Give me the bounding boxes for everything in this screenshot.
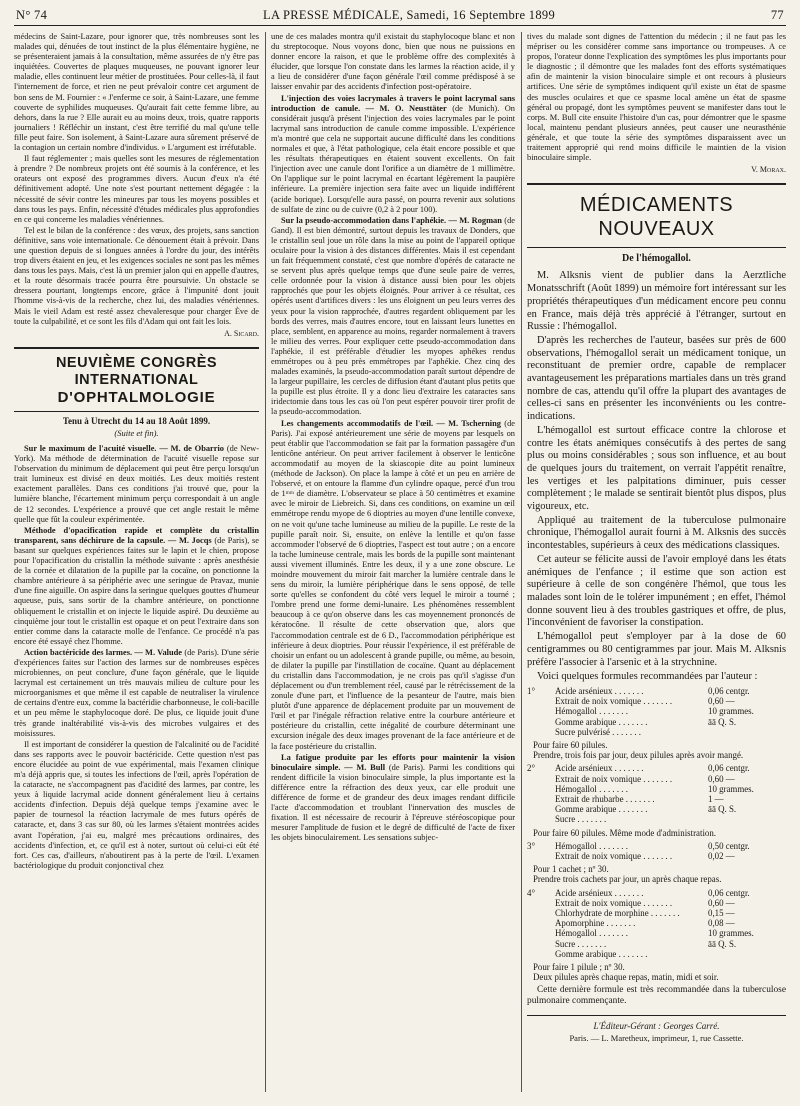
formula-note: Deux pilules après chaque repas, matin, midi et soir.	[533, 972, 719, 983]
formula-row	[527, 706, 786, 716]
formula-quantity: āā Q. S.	[708, 716, 737, 727]
formula-ingredient: Hémogallol . . . . . . .	[555, 928, 628, 939]
section-heading: L'injection des voies lacrymales à travers le point lacrymal sans introduction de canule. — M. O. Neusttäter	[271, 93, 515, 113]
formula-index: 2°	[527, 763, 535, 774]
formula-quantity: 10 grammes.	[708, 928, 754, 939]
formula-index	[527, 804, 541, 814]
formula-index: 4°	[527, 887, 535, 898]
formula-ingredient: Gomme arabique . . . . . . .	[555, 716, 648, 727]
column-divider	[265, 32, 266, 1092]
formula-ingredient: Extrait de noix vomique . . . . . . .	[555, 897, 673, 908]
formula-row	[527, 814, 786, 824]
formula-row	[527, 774, 786, 784]
formula-quantity: 0,50 centgr.	[708, 840, 750, 851]
paragraph: (de Gand). Il est bien démontré, surtout depuis les travaux de Donders, que le cristallin seul joue un rôle dans la mise au point de l'appareil optique oculaire pour la vision à des distances différentes. Mais il est cependant un fait fréquemment constaté, c'est que nombre d'opérés de cataracte ne se servent plus après quelque temps que d'une seule paire de verres, celle ordonnée pour la vision à distance aussi bien pour les objets rapprochés que pour les objets éloignés. Pour arriver à ce résultat, ces opérés usent d'artifices divers : les uns éloignent un peu leurs verres des yeux pour la vision rapprochée, d'autres regardent obliquement par les bords des verres, mais d'autres encore, tout en laissant leurs lunettes en place, semblent, en apparence au moins, regarder normalement à travers le milieu des verres. Pour expliquer cette pseudo-accommodation dans l'aphékie, il est préférable d'étudier les myopes aphékes rendus emmétropes ou à peu près emmétropes par l'aphékie. Chez cinq des malades examinés, la pseudo-accommodation paraît surtout dépendre de la largeur pupillaire, les cercles de diffusion étant d'autant plus petits que la pupille est plus étroite. Il y a donc lieu d'extraire les cataractes sans iridectomie dans tous les cas où l'on peut espérer pouvoir tirer profit de la pseudo-accommodation.	[271, 215, 515, 417]
section-heading: Action bactéricide des larmes. — M. Valude	[24, 647, 183, 657]
formula-ingredient: Extrait de noix vomique . . . . . . .	[555, 773, 673, 784]
columns	[14, 32, 786, 1098]
paragraph: une de ces malades montra qu'il existait du staphylocoque blanc et non du streptocoque. Nous voyons donc, bien que nous ne puissions en donner encore la raison, et que le problème offre des complexités à élucider, que lorsque l'on constate dans les larmes la réaction acide, il y a lieu de considérer d'une façon générale l'œil comme prédisposé à se laisser envahir par des accidents d'infection post-opératoire.	[271, 32, 515, 92]
page-header	[14, 8, 786, 26]
formula-index	[527, 784, 541, 794]
formula-3	[527, 841, 786, 861]
formula-row	[527, 888, 786, 898]
page-footer	[527, 1015, 786, 1043]
formula-row	[527, 851, 786, 861]
section-heading: Méthode d'opacification rapide et complète du cristallin transparent, sans déchirure de la capsule. — M. Jocqs	[14, 525, 259, 545]
paragraph: (de Paris), se basant sur quelques expériences faites sur le lapin et le chien, propose pour l'opacification du cristallin la méthode suivante : après anesthésie de la cornée et dilatation de la pupille par la cocaïne, on ponctionne la chambre antérieure à sa périphérie avec une seringue de Pravaz, munie d'une fine aiguille. On aspire dans la seringue quelques gouttes d'humeur aqueuse, puis, sans sortir de la chambre antérieure, on ponctionne obliquement le cristallin et on injecte le liquide aspiré. Du deuxième au cinquième jour tout le cristallin est opaque et on peut l'extraire dans son entier comme dans la cataracte molle de l'enfance. Ce procédé n'a pas encore été essayé chez l'homme.	[14, 535, 259, 646]
formula-row	[527, 898, 786, 908]
paragraph: (de Paris). Parmi les conditions qui rendent difficile la vision binoculaire simple, la plus importante est la différence entre la réfraction des deux yeux, car elle produit une différence de forme et de grandeur des deux images rendant difficile l'acte d'accommodation et troublant l'innervation des muscles de fixation. Il est nécessaire de recourir à l'épreuve stéréoscopique pour mesurer l'amplitude de fusion et le degré de difficulté de l'acte de fixer les objets binoculairement. Les sensations subjec-	[271, 762, 515, 843]
formula-note: Pour 1 cachet ; nº 30.	[533, 864, 609, 875]
author-signature: V. Morax.	[751, 165, 786, 175]
formula-quantity	[708, 727, 786, 737]
paragraph: tives du malade sont dignes de l'attention du médecin ; il ne faut pas les mépriser ou les considérer comme sans importance ou trompeuses. A ce propos, l'orateur donne l'explication des symptômes les plus importants pour le diagnostic ; il démontre que les malades font des efforts systématiques afin de maintenir la vision binoculaire simple et ont recours à plusieurs artifices. Une série de symptômes indiquent qu'il existe un état de spasme des muscles oculaires et que ce spasme local amène un état de spasme général ou propagé, dont les symptômes peuvent se manifester dans tout le corps. M. Bull cite ensuite l'histoire d'un cas, pour démontrer que le spasme local, maintenu pendant plusieurs années, peut causer une neurasthénie générale, et que toute la série des symptômes disparaissent avec un traitement approprié qui rend moins difficile le maintien de la vision binoculaire simple.	[527, 32, 786, 163]
formula-2	[527, 763, 786, 824]
formula-index	[527, 717, 541, 727]
column-left	[14, 32, 259, 1098]
paragraph: D'après les recherches de l'auteur, basées sur près de 600 observations, l'hémogallol serait un médicament tonique, un reconstituant de premier ordre, capable de remplacer avantageusement les préparations martiales dans un très grand nombre de cas, attendu qu'il offre la plupart des avantages de celles-ci sans en présenter les inconvénients ou les contre-indications.	[527, 334, 786, 423]
formula-1	[527, 686, 786, 737]
formula-index	[527, 918, 541, 928]
formula-ingredient: Acide arsénieux . . . . . . .	[555, 685, 644, 696]
formula-ingredient: Acide arsénieux . . . . . . .	[555, 763, 644, 774]
formula-row	[527, 949, 786, 959]
formula-quantity: 0,06 centgr.	[708, 887, 750, 898]
formula-quantity: 0,60 —	[708, 773, 735, 784]
page-number: 77	[770, 8, 784, 22]
article-title: De l'hémogallol.	[622, 253, 691, 265]
formula-quantity: 0,60 —	[708, 897, 735, 908]
formula-row	[527, 784, 786, 794]
formula-note: Pour faire 1 pilule ; nº 30.	[533, 961, 625, 972]
column-right	[527, 32, 786, 1098]
formula-row	[527, 696, 786, 706]
formula-quantity: āā Q. S.	[708, 804, 737, 815]
section-title: MÉDICAMENTS NOUVEAUX	[527, 183, 786, 248]
paragraph: Il est important de considérer la question de l'alcalinité ou de l'acidité dans ses rapports avec le pouvoir bactéricide. Cette question n'est pas encore élucidée au point de vue expérimental, mais l'examen clinique m'a déjà appris que, si toutes les infections de l'œil, après l'opération de la cataracte, ne s'accompagnent pas d'acidité des larmes, par contre, les yeux à liquide lacrymal acide donnent généralement lieu à certains accidents d'infection. Depuis déjà quelque temps j'examine avec le papier de tournesol la réaction lacrymale de mes futurs opérés de cataracte, et, dans 3 cas sur 80, où les larmes s'étaient montrées acides avant l'opération, j'ai eu, malgré mes précautions ordinaires, des accidents d'infection, et, ce qu'il est à noter, surtout où celui-ci eût été fort. Ces cas, d'ailleurs, n'aboutirent pas à la perte de l'œil. L'examen bactériologique du produit conjonctival chez	[14, 739, 259, 870]
formula-ingredient: Extrait de noix vomique . . . . . . .	[555, 696, 673, 707]
formula-index: 1°	[527, 685, 535, 696]
author-signature: A. Sicard.	[224, 328, 259, 338]
formula-4	[527, 888, 786, 959]
formula-quantity: 0,60 —	[708, 696, 735, 707]
paragraph: Appliqué au traitement de la tuberculose pulmonaire chronique, l'hémogallol aurait fourni à M. Alksnis des succès incontestables, supérieurs à ceux des médications classiques.	[527, 514, 786, 552]
masthead-title: LA PRESSE MÉDICALE, Samedi, 16 Septembre 1899	[263, 8, 555, 22]
printer-line: Paris. — L. Maretheux, imprimeur, 1, rue Cassette.	[569, 1033, 744, 1044]
paragraph: Cet auteur se félicite aussi de l'avoir employé dans les états anémiques de l'enfance ; il estime que son action est supérieure à celle de son congénère l'hémol, que tous les malades sont loin de le tolérer impunément ; en effet, l'hémol donne souvent lieu à des troubles gastriques et offre, de plus, l'inconvénient de favoriser la constipation.	[527, 553, 786, 629]
formula-ingredient: Acide arsénieux . . . . . . .	[555, 887, 644, 898]
congress-title-line2: D'OPHTALMOLOGIE	[57, 388, 216, 406]
formula-ingredient: Sucre . . . . . . .	[555, 814, 607, 825]
formula-row	[527, 841, 786, 851]
formula-note: Prendre trois cachets par jour, un après chaque repas.	[533, 874, 722, 885]
formula-ingredient: Gomme arabique . . . . . . .	[555, 804, 648, 815]
formula-ingredient: Hémogallol . . . . . . .	[555, 706, 628, 717]
formula-note: Prendre, trois fois par jour, deux pilules après avoir mangé.	[533, 750, 744, 761]
formula-ingredient: Hémogallol . . . . . . .	[555, 840, 628, 851]
formula-index	[527, 908, 541, 918]
formula-row	[527, 763, 786, 773]
paragraph: médecins de Saint-Lazare, pour ignorer que, très nombreuses sont les malades qui, dénuées de tout instinct de la plus élémentaire hygiène, ne se présenteraient jamais à la consultation, même assurées de n'y être pas inquiétées. Couvertes de plaques muqueuses, ne pouvant ignorer leur maladie, elles continuent leur métier de prostituées. Pour celles-là, il faut l'internement de force, et rien ne peut prévaloir contre cet argument de bon sens de M. Fournier : « J'enferme ce soir, à Saint-Lazare, une femme couverte de syphilides muqueuses. Qu'aurait fait cette femme libre, au dehors, dans la rue ? Elle aurait eu au moins deux, trois, quatre rapports journaliers ! Réfléchir un instant, c'est être terrifié du mal qu'une telle fille peut faire. Son isolement, à Saint-Lazare aura sûrement préservé de la contagion un certain nombre d'individus. » L'argument est irréfutable.	[14, 32, 259, 153]
formula-row	[527, 918, 786, 928]
paragraph: Il faut réglementer ; mais quelles sont les mesures de réglementation à prendre ? De nombreux projets ont été soumis à la conférence, et les orateurs ont exposé des programmes divers. Aucun d'eux n'a été définitivement adopté. Une note s'est pourtant nettement dégagée : la nécessité de sévir contre les mineures par tous les moyens possibles et dans tous les pays. Enfin, nécessité d'études médicales plus approfondies en ce qui concerne les maladies vénériennes.	[14, 154, 259, 224]
formulas-intro: Voici quelques formules recommandées par l'auteur :	[537, 671, 758, 683]
formula-index	[527, 706, 541, 716]
formula-quantity: āā Q. S.	[708, 938, 737, 949]
formula-index	[527, 727, 541, 737]
formula-quantity: 10 grammes.	[708, 706, 754, 717]
paragraph: (de Munich). On considérait jusqu'à présent l'injection des voies lacrymales par le point lacrymal sans introduction de canule comme impossible. L'expérience m'a montré que cela ne supportait aucune difficulté dans les conditions normales et que, à l'état pathologique, cela était encore possible et que les résultats thérapeutiques en étaient souvent excellents. On fait l'injection avec une canule dont l'orifice a un diamètre de 1 millimètre. On l'applique sur le point lacrymal en écartant légèrement la paupière inférieure. La première injection sera faite avec un liquide indifférent (acide borique). Lorsqu'elle aura passé, on pourra revenir aux solutions de sulfate de zinc ou de cuivre (0,2 à 2 pour 100).	[271, 103, 515, 214]
formula-index	[527, 928, 541, 938]
section-heading: Sur le maximum de l'acuité visuelle. — M. de Obarrio	[24, 444, 224, 453]
congress-continuation: (Suite et fin).	[114, 427, 159, 438]
formula-ingredient: Hémogallol . . . . . . .	[555, 783, 628, 794]
formula-index	[527, 939, 541, 949]
formula-quantity	[708, 814, 786, 824]
formula-quantity: 10 grammes.	[708, 783, 754, 794]
paragraph: (de Paris). D'une série d'expériences faites sur l'action des larmes sur de nombreuses espèces microbiennes, on peut conclure, d'une façon générale, que le liquide lacrymal est certainement un très mauvais milieu de culture pour les microorganismes et que même il est capable de neutraliser la virulence de certains d'entre eux, comme la bactéridie charbonneuse, le coli-bacille et un peu même le staphylocoque doré. De plus, ce liquide jouit d'une très grande inaltérabilité vis-à-vis des microbes vulgaires et des moisissures.	[14, 647, 259, 738]
formula-index	[527, 774, 541, 784]
section-heading: Les changements accommodatifs de l'œil. — M. Tscherning	[281, 418, 501, 428]
formula-row	[527, 928, 786, 938]
congress-subtitle: Tenu à Utrecht du 14 au 18 Août 1899.	[62, 415, 211, 426]
formula-quantity: 1 —	[708, 793, 724, 804]
paragraph: (de New-York). Ma méthode de détermination de l'acuité visuelle repose sur l'observation du minimum de déplacement qui peut être perçu lorsqu'un trait lumineux est divisé en deux moitiés. Les deux moitiés restent exactement parallèles. Dans ces conditions j'ai trouvé que, pour la lumière blanche, l'écartement minimum perçu correspondait à un angle de 12 secondes. L'expérience a prouvé que cet angle restait le même quelle que fût la couleur expérimentée.	[14, 444, 259, 524]
paragraph: Cette dernière formule est très recommandée dans la tuberculose pulmonaire commençante.	[527, 985, 786, 1007]
formula-row	[527, 686, 786, 696]
congress-title-block	[14, 347, 259, 412]
paragraph: L'hémogallol peut s'employer par à la dose de 60 centigrammes ou 80 centigrammes par jour. Mais M. Alksnis préfère l'associer à l'arsenic et à la strychnine.	[527, 631, 786, 668]
paragraph: (de Paris). J'ai exposé antérieurement une série de moyens par lesquels on peut établir que l'accommodation se fait par la formation passagère d'un lenticône antérieur. On peut arriver facilement à observer le lenticône accommodatif au moyen de la skiascopie dite au point lumineux (méthode de Jackson). On place la lampe à côté et un peu en arrière de l'observé, et on entoure la flamme d'un cylindre opaque, percé d'un trou de 1ᵐᵐ de diamètre. L'observateur se place à 50 centimètres et examine avec le miroir de Liebreich. Si, dans ces conditions, on examine un œil emmétrope rendu myope de 6 dioptries au moyen d'une lentille convexe, on ne voit qu'une tache lumineuse au milieu de la pupille. Le reste de la pupille paraît noir. Si, ensuite, on enlève la lentille et qu'on fasse accommoder l'observé de 6 dioptries, l'aspect est tout autre ; on a encore la tache lumineuse centrale, mais les bords de la pupille sont maintenant aussi vivement illuminés. Entre les deux, il y a une zone obscure. Le moindre mouvement du miroir fait marcher la lumière centrale dans le sens du miroir, la lumière périphérique dans le sens opposé, de telle sorte qu'elles se confondent du côté vers lequel le miroir a tourné ; l'ombre prend une forme demi-lunaire. Les phénomènes ressemblent beaucoup à ce qu'on observe dans les cas moyennement prononcés de kératocône. Il résulte de cette observation que, alors que l'accommodation centrale est de 6 D., l'accommodation périphérique est inférieure à deux dioptries. Pour réussir l'expérience, il est préférable de choisir un enfant ou un adolescent à grande pupille, ou même, au besoin, de dilater la pupille par l'instillation de cocaïne. Quant au déplacement du cristallin dans l'accommodation, je ne crois pas qu'il s'agisse d'un déplacement ou d'un tremblement réel, causé par le rétrécissement de la zonule d'une part, et l'influence de la pesanteur de l'autre, mais bien plutôt d'une apparence de déplacement produite par un mouvement de l'œil et par l'inégale réfraction relative entre la courbure antérieure et postérieure du cristallin, cette inégalité de courbure déterminant une excursion inégale des deux images provenant de la face antérieure et de la face postérieure du cristallin.	[271, 418, 515, 751]
section-heading: La fatigue produite par les efforts pour maintenir la vision binoculaire simple. — M. Bull	[271, 752, 515, 772]
formula-quantity: 0,06 centgr.	[708, 685, 750, 696]
formula-index	[527, 949, 541, 959]
formula-quantity	[708, 949, 786, 959]
formula-row	[527, 717, 786, 727]
formula-index: 3°	[527, 840, 535, 851]
formula-row	[527, 794, 786, 804]
formula-index	[527, 851, 541, 861]
formula-index	[527, 696, 541, 706]
column-middle	[271, 32, 515, 1098]
formula-row	[527, 908, 786, 918]
formula-quantity: 0,06 centgr.	[708, 763, 750, 774]
formula-index	[527, 794, 541, 804]
formula-row	[527, 939, 786, 949]
section-heading: Sur la pseudo-accommodation dans l'aphékie. — M. Rogman	[281, 215, 502, 225]
formula-note: Pour faire 60 pilules.	[533, 739, 608, 750]
formula-quantity: 0,15 —	[708, 907, 735, 918]
formula-quantity: 0,08 —	[708, 918, 735, 929]
paragraph: Tel est le bilan de la conférence : des vœux, des projets, sans sanction définitive, sans voie internationale. Ce dénouement était à prévoir. Dans une question depuis de si longues années à l'ordre du jour, des intérêts trop divers étaient en jeu, et les exigences sociales ne sont pas les mêmes dans tous les pays. Mais, c'est là un premier jalon qui en appelle d'autres, et la route désormais tracée pourra être poursuivie. Un obstacle se dressera pourtant, longtemps encore, grâce à l'impunité dont jouit l'homme vis-à-vis de la recherche, chez lui, des maladies vénériennes. Mais le vieil Adam est resté assez chevaleresque pour charger Ève de toute la culpabilité, et ce sont les fils d'Adam qui ont fait les lois.	[14, 225, 259, 326]
editor-line: L'Éditeur-Gérant : Georges Carré.	[593, 1021, 720, 1032]
paragraph: L'hémogallol est surtout efficace contre la chlorose et contre les états anémiques consécutifs à des pertes de sang plus ou moins considérables ; sous son influence, et au bout de quelques jours du traitement, on verrait l'appétit renaître, les vertiges et les palpitations diminuer, puis cesser complètement ; le malade se sentirait bientôt plus dispos, plus vigoureux, etc.	[527, 424, 786, 513]
issue-number: N° 74	[16, 8, 48, 22]
formula-note: Pour faire 60 pilules. Même mode d'administration.	[533, 827, 717, 838]
formula-ingredient: Gomme arabique . . . . . . .	[555, 948, 648, 959]
formula-row	[527, 727, 786, 737]
paragraph: M. Alksnis vient de publier dans la Aerztliche Monatsschrift (Août 1899) un mémoire fort intéressant sur les propriétés thérapeutiques d'un médicament encore peu connu en France, mais déjà très apprécié à l'étranger, surtout en Russie : l'hémogallol.	[527, 270, 786, 333]
formula-index	[527, 898, 541, 908]
newspaper-page	[14, 8, 786, 1098]
formula-index	[527, 814, 541, 824]
formula-ingredient: Extrait de rhubarbe . . . . . . .	[555, 793, 655, 804]
congress-title-line1: NEUVIÈME CONGRÈS INTERNATIONAL	[55, 354, 218, 388]
formula-ingredient: Chlorhydrate de morphine . . . . . . .	[555, 907, 680, 918]
formula-ingredient: Extrait de noix vomique . . . . . . .	[555, 850, 673, 861]
formula-row	[527, 804, 786, 814]
column-divider	[521, 32, 522, 1092]
formula-quantity: 0,02 —	[708, 850, 735, 861]
formula-ingredient: Sucre . . . . . . .	[555, 938, 607, 949]
formula-ingredient: Apomorphine . . . . . . .	[555, 918, 636, 929]
formula-ingredient: Sucre pulvérisé . . . . . . .	[555, 726, 642, 737]
